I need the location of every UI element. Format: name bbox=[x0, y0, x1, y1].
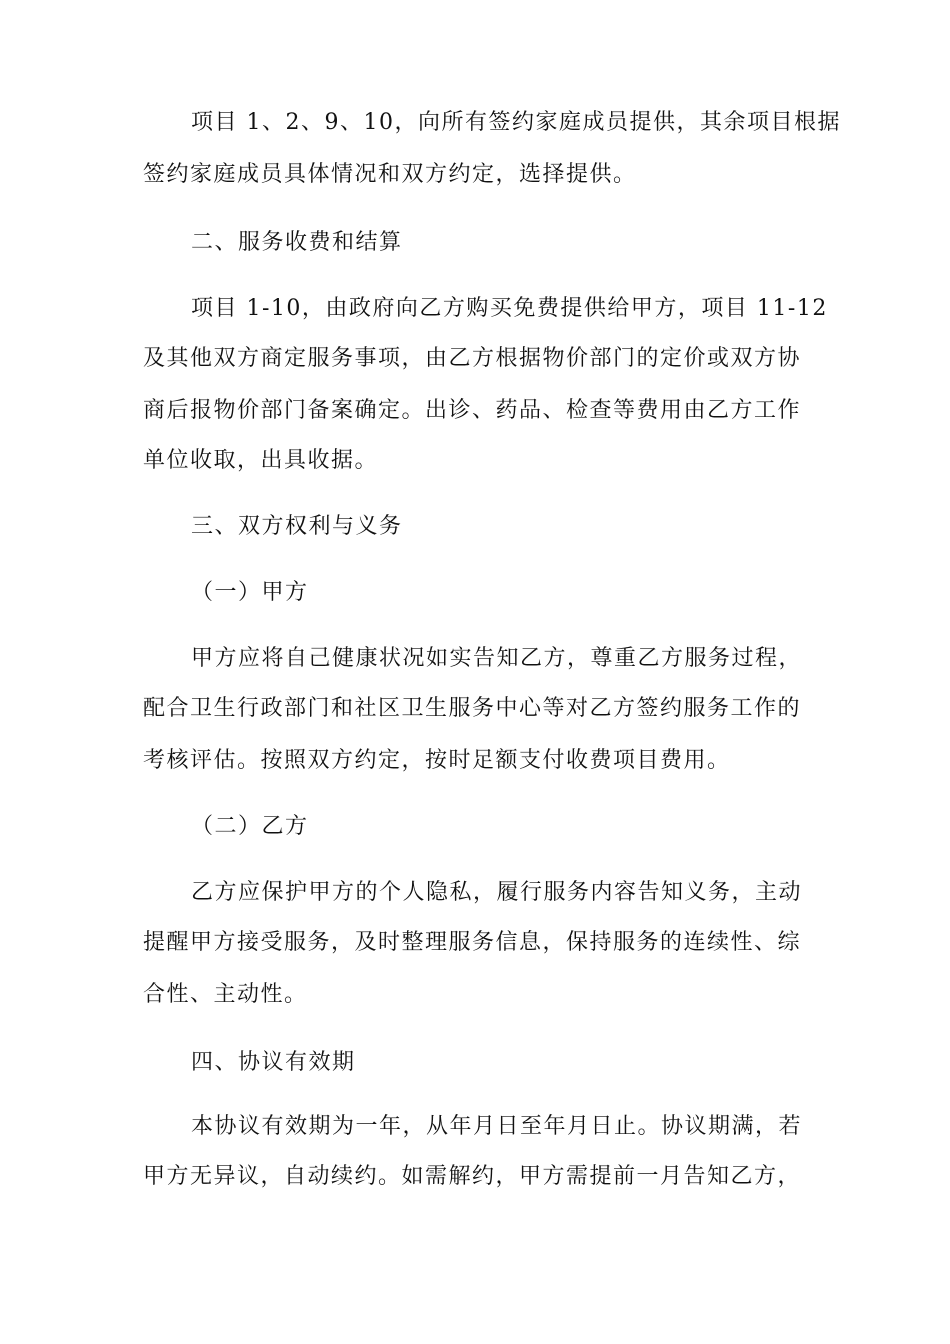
subsection-heading: （一）甲方 bbox=[191, 580, 309, 605]
paragraph-line: 签约家庭成员具体情况和双方约定，选择提供。 bbox=[143, 162, 637, 187]
subsection-heading: （二）乙方 bbox=[191, 814, 309, 839]
paragraph-line: 及其他双方商定服务事项，由乙方根据物价部门的定价或双方协 bbox=[143, 346, 802, 371]
paragraph-line: 合性、主动性。 bbox=[143, 982, 308, 1007]
paragraph-line: 单位收取，出具收据。 bbox=[143, 448, 379, 473]
paragraph-line: 甲方应将自己健康状况如实告知乙方，尊重乙方服务过程， bbox=[191, 646, 803, 671]
paragraph-line: 商后报物价部门备案确定。出诊、药品、检查等费用由乙方工作 bbox=[143, 398, 802, 423]
paragraph-line: 本协议有效期为一年，从年月日至年月日止。协议期满，若 bbox=[191, 1114, 803, 1139]
paragraph-line: 提醒甲方接受服务，及时整理服务信息，保持服务的连续性、综 bbox=[143, 930, 802, 955]
section-heading: 四、协议有效期 bbox=[191, 1050, 356, 1075]
paragraph-line: 乙方应保护甲方的个人隐私，履行服务内容告知义务，主动 bbox=[191, 880, 803, 905]
paragraph-line: 配合卫生行政部门和社区卫生服务中心等对乙方签约服务工作的 bbox=[143, 696, 802, 721]
paragraph-line: 甲方无异议，自动续约。如需解约，甲方需提前一月告知乙方， bbox=[143, 1164, 802, 1189]
paragraph-line: 项目 1-10，由政府向乙方购买免费提供给甲方，项目 11-12 bbox=[191, 296, 828, 321]
paragraph-line: 考核评估。按照双方约定，按时足额支付收费项目费用。 bbox=[143, 748, 731, 773]
section-heading: 三、双方权利与义务 bbox=[191, 514, 403, 539]
section-heading: 二、服务收费和结算 bbox=[191, 230, 403, 255]
paragraph-line: 项目 1、2、9、10，向所有签约家庭成员提供，其余项目根据 bbox=[191, 110, 841, 135]
